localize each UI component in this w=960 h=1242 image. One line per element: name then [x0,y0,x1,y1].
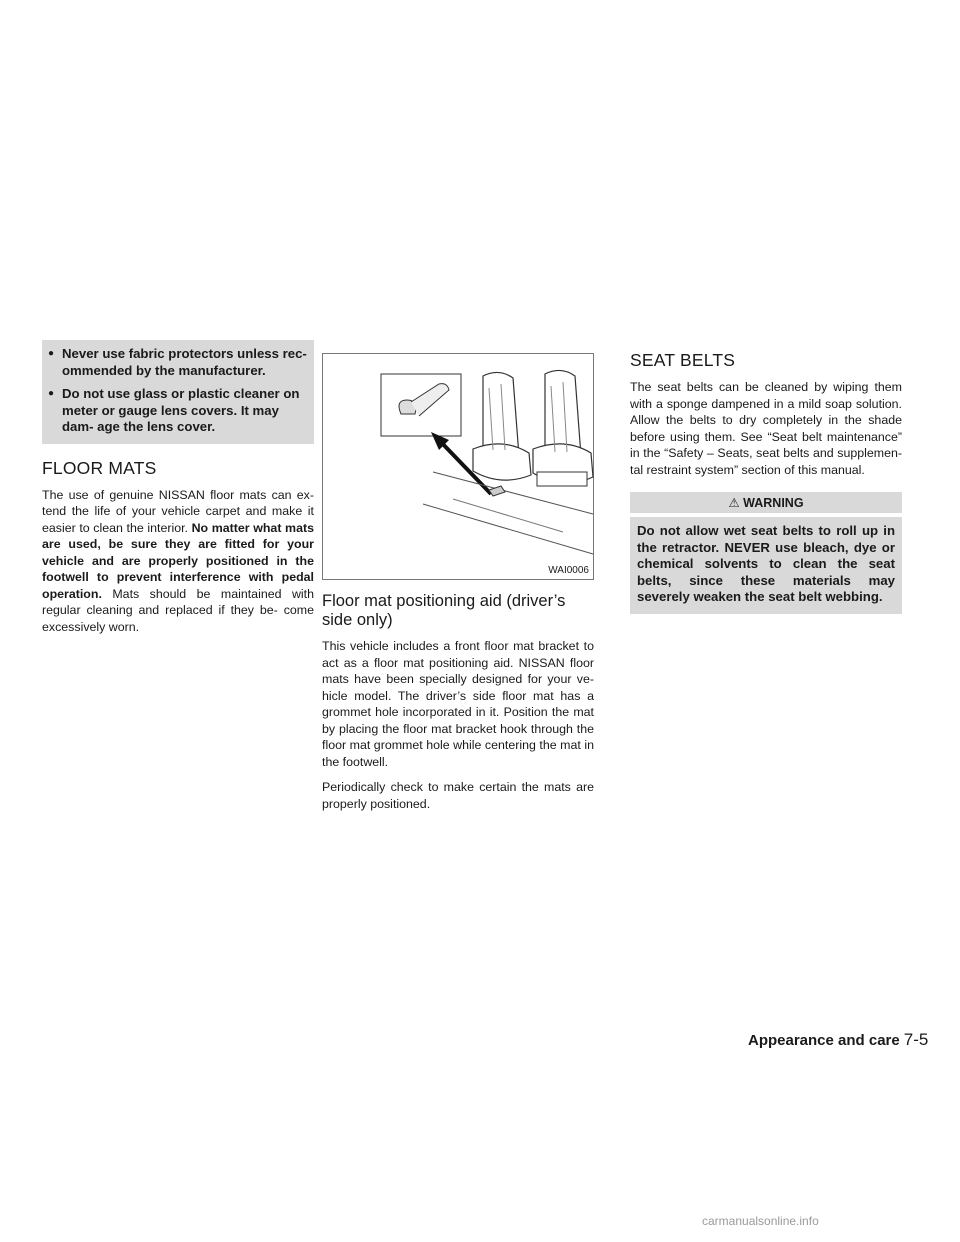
figure-code: WAI0006 [548,565,589,576]
positioning-aid-paragraph-2: Periodically check to make certain the mats are properly positioned. [322,780,594,811]
floor-mats-text-2: Mats should be maintained with regular cleaning and replaced if they be- come excessively worn. [42,586,314,634]
page-footer [748,1030,928,1050]
caution-box [42,340,314,444]
column-middle [322,353,594,821]
positioning-aid-paragraph-1: This vehicle includes a front floor mat bracket to act as a floor mat positioning aid. NISSAN floor mats have been specially designed for your ve- hicle model. The driver’s side floor mat has a grommet hole incorporated in it. Position the mat by placing the floor mat bracket hook through the floor mat grommet hole while centering the mat in the footwell. [322,639,594,769]
page-number: 7-5 [903,1030,929,1049]
seat-belts-heading: SEAT BELTS [630,350,736,370]
warning-title-bar [630,492,902,513]
column-left [42,340,314,644]
warning-title: WARNING [743,496,804,510]
floor-mats-paragraph [42,487,314,636]
floor-mats-text-1: The use of genuine NISSAN floor mats can ex- tend the life of your vehicle carpet and make it easier to clean the interior. [42,487,314,535]
watermark: carmanualsonline.info [702,1214,819,1228]
column-right [630,350,902,614]
caution-text: Never use fabric protectors unless rec- ommended by the manufacturer. [62,346,307,378]
bullet-icon: ● [48,388,55,399]
caution-text: Do not use glass or plastic cleaner on meter or gauge lens covers. It may dam- age the lens cover. [62,386,300,434]
bullet-icon: ● [48,348,55,359]
floor-mats-heading: FLOOR MATS [42,457,157,478]
warning-icon: ⚠ [728,496,740,510]
caution-item [48,346,308,379]
warning-body: Do not allow wet seat belts to roll up in the retractor. NEVER use bleach, dye or chemical solvents to clean the seat belts, since these materials may severely weaken the seat belt webbing. [630,517,902,614]
positioning-aid-heading: Floor mat positioning aid (driver’s side only) [322,592,566,629]
seat-belts-paragraph: The seat belts can be cleaned by wiping them with a sponge dampened in a mild soap solution. Allow the belts to dry completely in the shade before using them. See “Seat belt maintenance” in the “Safety – Seats, seat belts and supplemen- tal restraint system” section of this manual. [630,380,902,477]
caution-item [48,386,308,436]
seat-illustration [323,354,595,581]
footer-section: Appearance and care [748,1032,900,1049]
floor-mats-bold-text: No matter what mats are used, be sure they are fitted for your vehicle and are properly positioned in the footwell to prevent interference with pedal operation. [42,520,314,601]
floor-mat-figure [322,353,594,580]
